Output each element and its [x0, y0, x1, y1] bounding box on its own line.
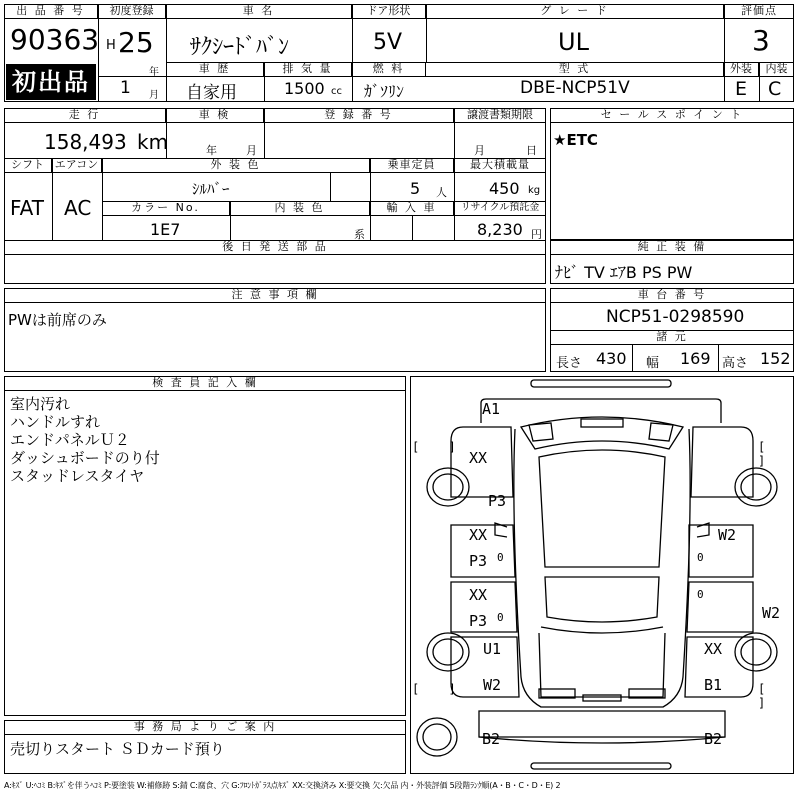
displacement-unit: cc [331, 86, 342, 97]
exterior-label: 外装 [724, 62, 759, 77]
lot-no-label: 出 品 番 号 [4, 4, 98, 19]
mark-zero-left-2: 0 [497, 611, 504, 624]
length-label: 長さ [556, 356, 583, 371]
shift: FAT [10, 196, 45, 220]
mark-xx-rear-right: XX [704, 640, 723, 658]
inspector-line-2: ハンドルすれ [10, 413, 101, 431]
color-no-label: カラー No. [102, 201, 230, 216]
notes-text: PWは前席のみ [8, 311, 107, 329]
score: 3 [752, 24, 770, 57]
bracket-left-1: [ ] [412, 440, 456, 454]
mark-xx-front-door: XX [469, 526, 488, 544]
dims-label: 諸 元 [550, 330, 794, 345]
office-label: 事 務 局 よ り ご 案 内 [4, 720, 406, 735]
inspection-label: 車 検 [166, 108, 264, 123]
ext-color-label: 外 装 色 [102, 158, 370, 173]
mark-w2-rear-left: W2 [483, 676, 502, 694]
mark-zero-left-1: 0 [497, 551, 504, 564]
notes-label: 注 意 事 項 欄 [4, 288, 546, 303]
reg-no-label: 登 録 番 号 [264, 108, 454, 123]
history: 自家用 [186, 83, 237, 103]
mark-w2-right-front: W2 [718, 526, 737, 544]
color-no: 1E7 [150, 220, 181, 239]
office-text: 売切りスタート ＳＤカード預り [10, 740, 225, 758]
model: DBE-NCP51V [520, 78, 630, 98]
inspector-line-5: スタッドレスタイヤ [10, 467, 145, 485]
recycle: 8,230 [477, 220, 523, 239]
history-label: 車 歴 [166, 62, 264, 77]
mark-u1-rear-left: U1 [483, 640, 502, 658]
height-label: 高さ [722, 356, 749, 371]
mark-b1-rear-right: B1 [704, 676, 723, 694]
displacement-label: 排 気 量 [264, 62, 352, 77]
reg-year: 25 [118, 26, 154, 59]
mark-p3-front-door: P3 [469, 552, 488, 570]
door: 5V [373, 30, 403, 55]
ac: AC [64, 196, 92, 220]
inspection-year-unit: 年 [206, 144, 217, 157]
mark-zero-right-1: 0 [697, 551, 704, 564]
reg-month-unit: 月 [149, 90, 159, 101]
first-reg-label: 初度登録 [98, 4, 166, 19]
import-label: 輸 入 車 [370, 201, 454, 216]
capacity-unit: 人 [436, 186, 447, 199]
door-label: ドア形状 [352, 4, 426, 19]
height: 152 [760, 349, 791, 368]
car-diagram-drawing [411, 377, 793, 773]
ext-color: ｼﾙﾊﾞｰ [192, 180, 230, 198]
ac-label: エアコン [52, 158, 102, 173]
transfer-month-unit: 月 [474, 144, 485, 157]
recycle-label: リサイクル預託金 [454, 201, 546, 216]
sales-points-block [550, 108, 794, 240]
capacity-label: 乗車定員 [370, 158, 454, 173]
fuel-label: 燃 料 [352, 62, 426, 77]
recycle-unit: 円 [531, 228, 542, 241]
mileage-unit: km [137, 130, 169, 154]
bracket-left-2: [ ] [412, 682, 456, 696]
shift-label: シフト [4, 158, 52, 173]
mark-xx-front-left: XX [469, 449, 488, 467]
lot-no: 90363 [10, 23, 100, 56]
grade: UL [558, 28, 589, 56]
max-load: 450 [489, 179, 520, 198]
inspector-line-3: エンドパネルＵ２ [10, 431, 130, 449]
transfer-day-unit: 日 [526, 144, 537, 157]
model-label: 型 式 [426, 62, 724, 77]
mileage: 158,493 [44, 130, 127, 154]
mark-p3-rear-door: P3 [469, 612, 488, 630]
fuel: ｶﾞｿﾘﾝ [364, 82, 405, 101]
sales-points-text: ★ETC [553, 131, 598, 149]
legend: A:ｷｽﾞ U:ﾍｺﾐ B:ｷｽﾞを伴うﾍｺﾐ P:要塗装 W:補修跡 S:錆 C:腐食、穴 G:ﾌﾛﾝﾄｶﾞﾗｽ点ｷｽﾞ XX:交換済み X:要交換 欠:欠品 内・外装評価 5段階ﾗﾝｸ順(A・B・C・D・E) 2 [4, 781, 561, 790]
equipment-text: ﾅﾋﾞ TV ｴｱB PS PW [555, 263, 693, 282]
width: 169 [680, 349, 711, 368]
exterior-score: E [735, 78, 748, 100]
inspector-label: 検 査 員 記 入 欄 [4, 376, 406, 391]
max-load-unit: kg [528, 185, 541, 196]
mark-xx-rear-door: XX [469, 586, 488, 604]
capacity: 5 [410, 179, 421, 198]
transfer-label: 譲渡書類期限 [454, 108, 546, 123]
first-listing-badge: 初出品 [6, 64, 96, 100]
inspection-month-unit: 月 [246, 144, 257, 157]
car-diagram [410, 376, 794, 774]
mark-p3-front-fender: P3 [488, 492, 507, 510]
mark-b2-right: B2 [704, 730, 723, 748]
width-label: 幅 [646, 356, 660, 371]
inspector-line-1: 室内汚れ [10, 395, 71, 413]
int-color-unit: 系 [354, 228, 365, 241]
length: 430 [596, 349, 627, 368]
era: H [106, 38, 116, 53]
car-name: ｻｸｼｰﾄﾞﾊﾞﾝ [190, 35, 290, 60]
interior-score: C [768, 78, 782, 100]
chassis-label: 車 台 番 号 [550, 288, 794, 303]
mark-zero-right-2: 0 [697, 588, 704, 601]
displacement: 1500 [284, 79, 325, 98]
reg-month: 1 [120, 78, 131, 98]
mark-b2-left: B2 [482, 730, 501, 748]
mark-w2-right-quarter: W2 [762, 604, 781, 622]
interior-label: 内装 [759, 62, 794, 77]
mark-a1: A1 [482, 400, 501, 418]
sales-points-label: セ ー ル ス ポ イ ン ト [550, 108, 794, 123]
reg-year-unit: 年 [149, 67, 159, 78]
car-name-label: 車 名 [166, 4, 352, 19]
grade-label: グ レ ー ド [426, 4, 724, 19]
score-label: 評価点 [724, 4, 794, 19]
mileage-label: 走 行 [4, 108, 166, 123]
inspector-line-4: ダッシュボードのり付 [10, 449, 160, 467]
max-load-label: 最大積載量 [454, 158, 546, 173]
equipment-label: 純 正 装 備 [550, 240, 794, 255]
chassis-number: NCP51-0298590 [606, 307, 745, 327]
bracket-right-1: [ ] [758, 440, 766, 468]
later-parts-label: 後 日 発 送 部 品 [4, 240, 546, 255]
bracket-right-2: [ ] [758, 682, 766, 710]
int-color-label: 内 装 色 [230, 201, 370, 216]
